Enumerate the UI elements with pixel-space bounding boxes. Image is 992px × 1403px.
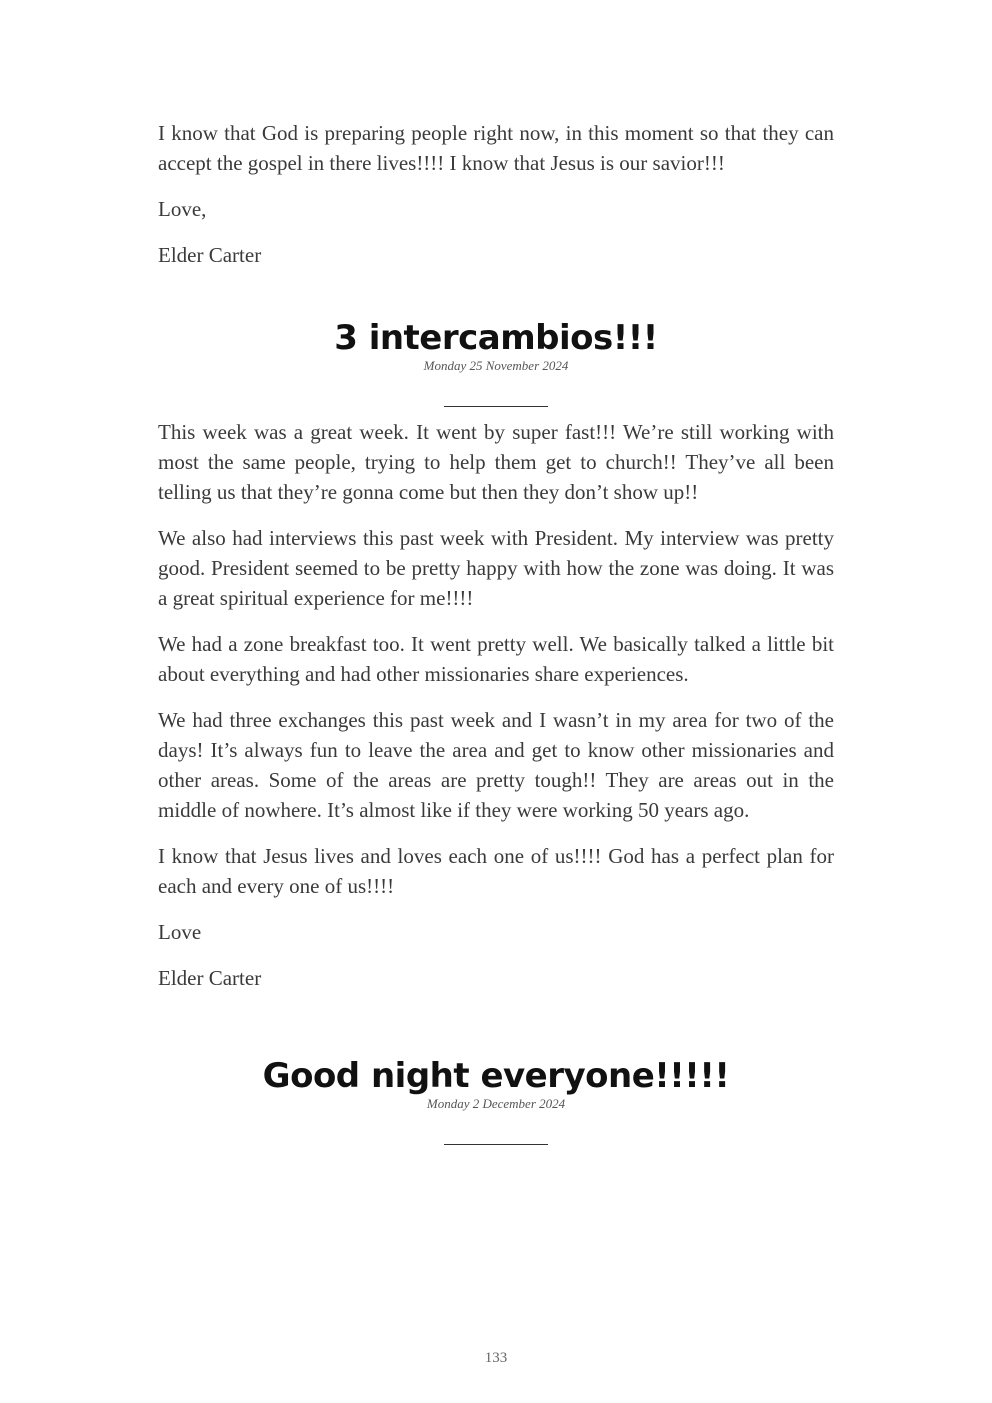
journal-entry	[158, 318, 834, 993]
body-paragraph: We also had interviews this past week with President. My interview was pretty good. President seemed to be pretty happy with how the zone was doing. It was a great spiritual experience for me!!!!	[158, 526, 834, 610]
divider	[444, 1144, 548, 1145]
page-number: 133	[484, 1350, 508, 1366]
signature: Elder Carter	[158, 966, 262, 990]
closing-salutation: Love,	[158, 197, 207, 221]
entry-date: Monday 2 December 2024	[426, 1096, 566, 1111]
body-paragraph: We had three exchanges this past week and I wasn’t in my area for two of the days! It’s always fun to leave the area and get to know other missionaries and other areas. Some of the areas are pretty tough!! They are areas out in the middle of nowhere. It’s almost like if they were working 50 years ago.	[158, 708, 834, 822]
body-paragraph: I know that God is preparing people right now, in this moment so that they can accept the gospel in there lives!!!! I know that Jesus is our savior!!!	[158, 121, 834, 175]
entry-header	[158, 318, 834, 407]
body-paragraph: I know that Jesus lives and loves each one of us!!!! God has a perfect plan for each and every one of us!!!!	[158, 844, 834, 898]
body-paragraph: We had a zone breakfast too. It went pretty well. We basically talked a little bit about everything and had other missionaries share experiences.	[158, 632, 834, 686]
body-paragraph: This week was a great week. It went by super fast!!! We’re still working with most the same people, trying to help them get to church!! They’ve all been telling us that they’re gonna come but then they don’t show up!!	[158, 420, 834, 504]
entry-title: 3 intercambios!!!	[334, 318, 658, 358]
divider	[444, 406, 548, 407]
closing-salutation: Love	[158, 920, 202, 944]
previous-entry-ending	[158, 118, 834, 270]
document-page	[158, 118, 834, 1145]
entry-title: Good night everyone!!!!!	[262, 1056, 730, 1096]
entry-date: Monday 25 November 2024	[423, 358, 569, 373]
journal-entry	[158, 1056, 834, 1145]
signature: Elder Carter	[158, 243, 262, 267]
entry-header	[158, 1056, 834, 1145]
